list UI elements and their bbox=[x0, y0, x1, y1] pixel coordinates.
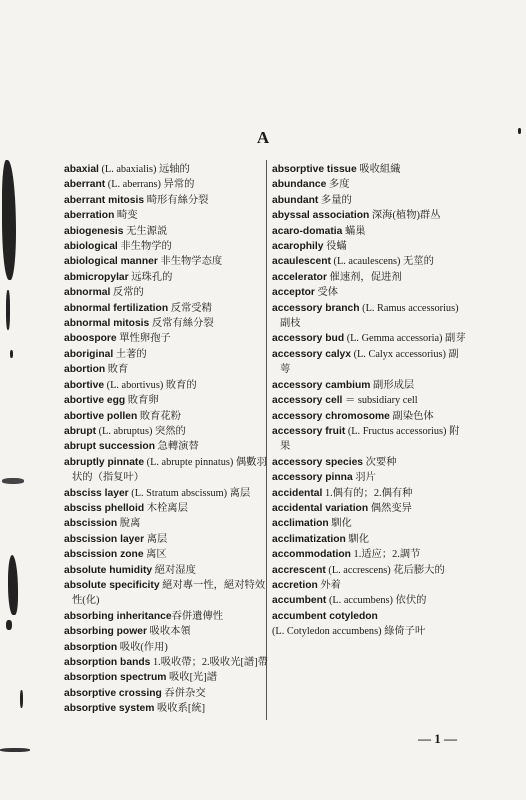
entry-definition: (L. Gemma accessoria) 副芽 bbox=[344, 333, 466, 345]
dictionary-entry bbox=[64, 316, 272, 331]
dictionary-entry bbox=[272, 285, 468, 300]
entry-headword: absciss layer bbox=[64, 487, 129, 499]
scan-smudge bbox=[2, 478, 24, 484]
section-letter: A bbox=[256, 128, 270, 147]
dictionary-entry bbox=[272, 254, 468, 269]
entry-headword: abnormal mitosis bbox=[64, 318, 150, 330]
entry-definition: 吸收[光]譜 bbox=[166, 672, 218, 684]
dictionary-entry bbox=[64, 239, 272, 254]
entry-headword: accessory calyx bbox=[272, 348, 352, 360]
entry-headword: aberrant bbox=[64, 179, 106, 191]
dictionary-entry bbox=[272, 331, 468, 346]
entry-definition: 偶然变异 bbox=[368, 502, 412, 514]
entry-headword: acaro-domatia bbox=[272, 225, 343, 237]
scan-smudge bbox=[10, 350, 13, 358]
entry-headword: accidental variation bbox=[272, 502, 369, 514]
entry-definition: (L. Calyx accessorius) 副萼 bbox=[280, 348, 459, 376]
entry-definition: 次要种 bbox=[363, 456, 397, 468]
scan-smudge bbox=[6, 620, 12, 630]
entry-definition: 非生物学态度 bbox=[157, 256, 223, 268]
dictionary-entry bbox=[64, 362, 272, 377]
entry-headword: acceptor bbox=[272, 287, 315, 299]
dictionary-entry bbox=[64, 208, 272, 223]
dictionary-entry bbox=[64, 501, 272, 516]
dictionary-entry bbox=[272, 177, 468, 192]
entry-definition: 役蟎 bbox=[323, 241, 347, 253]
entry-definition: 吞併遺傳性 bbox=[171, 610, 224, 622]
entry-definition: 羽片 bbox=[352, 472, 376, 484]
entry-definition: (L. Cotyledon accumbens) 綠倚子叶 bbox=[272, 626, 426, 638]
dictionary-entry bbox=[64, 301, 272, 316]
entry-headword: acarophily bbox=[272, 241, 324, 253]
entry-definition: 馴化 bbox=[328, 518, 352, 530]
dictionary-entry bbox=[272, 609, 468, 624]
dictionary-entry bbox=[64, 516, 272, 531]
dictionary-entry bbox=[272, 624, 468, 639]
entry-headword: abmicropylar bbox=[64, 271, 129, 283]
entry-headword: acaulescent bbox=[272, 256, 331, 268]
dictionary-entry bbox=[64, 547, 272, 562]
entry-definition: 深海(植物)群丛 bbox=[369, 210, 441, 222]
entry-headword: abyssal association bbox=[272, 210, 370, 222]
entry-headword: aboospore bbox=[64, 333, 117, 345]
dictionary-entry bbox=[64, 254, 272, 269]
dictionary-entry bbox=[64, 162, 272, 177]
dictionary-entry bbox=[272, 563, 468, 578]
entry-definition: 反常有絲分裂 bbox=[149, 318, 214, 330]
entry-definition: 副形成层 bbox=[370, 379, 415, 391]
dictionary-entry bbox=[64, 331, 272, 346]
entry-headword: absorbing power bbox=[64, 626, 147, 638]
dictionary-entry bbox=[272, 455, 468, 470]
entry-definition: 1.偶有的；2.偶有种 bbox=[322, 487, 413, 499]
entry-headword: absorptive tissue bbox=[272, 164, 357, 175]
dictionary-entry bbox=[272, 393, 468, 408]
entry-headword: accidental bbox=[272, 487, 323, 499]
entry-headword: absorption spectrum bbox=[64, 672, 167, 684]
entry-headword: absorbing inheritance bbox=[64, 610, 172, 622]
dictionary-entry bbox=[64, 624, 272, 639]
entry-headword: abruptly pinnate bbox=[64, 456, 145, 468]
entry-definition: 絕对專一性，絕对特效性(化) bbox=[72, 579, 266, 607]
entry-definition: (L. abaxialis) 远轴的 bbox=[98, 164, 190, 175]
dictionary-entry bbox=[64, 655, 272, 670]
dictionary-entry bbox=[64, 439, 272, 454]
entry-headword: abnormal bbox=[64, 287, 111, 299]
dictionary-entry bbox=[64, 640, 272, 655]
dictionary-entry bbox=[272, 578, 468, 593]
entry-definition: 无生源説 bbox=[123, 225, 168, 237]
entry-headword: abrupt bbox=[64, 425, 97, 437]
entry-definition: ＝ subsidiary cell bbox=[342, 395, 418, 407]
entry-definition: 远珠孔的 bbox=[128, 271, 173, 283]
entry-headword: abiogenesis bbox=[64, 225, 124, 237]
entry-definition: 蟎巢 bbox=[342, 225, 366, 237]
entry-definition: 反常的 bbox=[110, 287, 144, 299]
entry-definition: 畸形有絲分裂 bbox=[144, 194, 209, 206]
entry-headword: acclimation bbox=[272, 518, 329, 530]
entry-headword: absolute humidity bbox=[64, 564, 153, 576]
dictionary-entry bbox=[272, 193, 468, 208]
right-column bbox=[272, 162, 468, 640]
entry-definition: 1.吸收帶；2.吸收光[譜]帶 bbox=[150, 657, 268, 668]
dictionary-entry bbox=[64, 409, 272, 424]
left-column bbox=[64, 162, 272, 717]
entry-definition: (L. Ramus accessorius) 副枝 bbox=[280, 302, 459, 330]
entry-definition: 外着 bbox=[317, 579, 341, 591]
entry-headword: abaxial bbox=[64, 164, 99, 175]
entry-headword: absorptive system bbox=[64, 703, 155, 715]
dictionary-entry bbox=[272, 239, 468, 254]
entry-definition: (L. acaulescens) 无莖的 bbox=[330, 256, 434, 268]
scan-smudge bbox=[2, 160, 16, 280]
entry-definition: 多度 bbox=[326, 179, 350, 191]
dictionary-entry bbox=[64, 224, 272, 239]
entry-headword: abscission layer bbox=[64, 533, 145, 545]
entry-definition: 土著的 bbox=[113, 348, 147, 360]
dictionary-entry bbox=[272, 501, 468, 516]
entry-headword: abortive pollen bbox=[64, 410, 138, 422]
entry-definition: 單性卵孢子 bbox=[116, 333, 171, 345]
entry-headword: accommodation bbox=[272, 549, 351, 561]
entry-definition: (L. accumbens) 依伏的 bbox=[326, 595, 427, 607]
entry-definition: 馴化 bbox=[345, 533, 369, 545]
entry-definition: 多量的 bbox=[318, 194, 352, 206]
entry-headword: accumbent bbox=[272, 595, 327, 607]
dictionary-entry bbox=[272, 270, 468, 285]
entry-headword: aboriginal bbox=[64, 348, 114, 360]
entry-definition: 吸收系[統] bbox=[154, 703, 206, 715]
entry-headword: accessory pinna bbox=[272, 472, 353, 484]
entry-definition: 吸收(作用) bbox=[117, 641, 168, 653]
entry-headword: absorptive crossing bbox=[64, 687, 162, 699]
dictionary-entry bbox=[64, 347, 272, 362]
entry-headword: acclimatization bbox=[272, 533, 346, 545]
entry-headword: abscission zone bbox=[64, 549, 144, 561]
dictionary-entry bbox=[272, 208, 468, 223]
dictionary-entry bbox=[64, 686, 272, 701]
dictionary-entry bbox=[272, 162, 468, 177]
entry-headword: abnormal fertilization bbox=[64, 302, 169, 314]
dictionary-entry bbox=[272, 347, 468, 378]
entry-definition: 非生物学的 bbox=[117, 241, 172, 253]
entry-headword: accessory bud bbox=[272, 333, 345, 345]
entry-headword: accessory species bbox=[272, 456, 364, 468]
entry-definition: 急轉演替 bbox=[154, 441, 199, 453]
dictionary-entry bbox=[64, 177, 272, 192]
entry-headword: abscission bbox=[64, 518, 118, 530]
entry-definition: (L. accrescens) 花后膨大的 bbox=[325, 564, 445, 576]
dictionary-entry bbox=[272, 516, 468, 531]
entry-headword: abundance bbox=[272, 179, 327, 191]
entry-definition: 敗育花粉 bbox=[137, 410, 182, 422]
dictionary-entry bbox=[64, 424, 272, 439]
entry-headword: accessory chromosome bbox=[272, 410, 390, 422]
entry-headword: absorption bands bbox=[64, 657, 151, 668]
entry-definition: (L. abrupte pinnatus) 偶數羽状的（指复叶） bbox=[72, 456, 267, 484]
scan-smudge bbox=[6, 290, 10, 330]
dictionary-entry bbox=[64, 486, 272, 501]
entry-definition: (L. Stratum abscissum) 离层 bbox=[128, 487, 251, 499]
entry-headword: accrescent bbox=[272, 564, 326, 576]
dictionary-entry bbox=[64, 193, 272, 208]
dictionary-entry bbox=[272, 424, 468, 455]
dictionary-entry bbox=[64, 270, 272, 285]
entry-headword: abrupt succession bbox=[64, 441, 155, 453]
entry-headword: abortive egg bbox=[64, 395, 126, 407]
entry-definition: (L. abruptus) 突然的 bbox=[96, 425, 186, 437]
entry-headword: accretion bbox=[272, 579, 318, 591]
dictionary-entry bbox=[64, 532, 272, 547]
dictionary-entry bbox=[272, 486, 468, 501]
dictionary-entry bbox=[272, 224, 468, 239]
entry-headword: abundant bbox=[272, 194, 319, 206]
dictionary-entry bbox=[64, 393, 272, 408]
dictionary-entry bbox=[64, 563, 272, 578]
entry-headword: absorption bbox=[64, 641, 118, 653]
entry-headword: accessory branch bbox=[272, 302, 360, 314]
entry-definition: (L. Fructus accessorius) 附果 bbox=[280, 425, 460, 453]
entry-definition: 受体 bbox=[314, 287, 339, 299]
entry-definition: 离层 bbox=[144, 533, 168, 545]
entry-headword: abiological bbox=[64, 241, 118, 253]
entry-definition: (L. aberrans) 异常的 bbox=[105, 179, 195, 191]
entry-headword: absolute specificity bbox=[64, 579, 160, 591]
entry-definition: 吸收本領 bbox=[146, 626, 191, 638]
dictionary-entry bbox=[64, 285, 272, 300]
entry-definition: 絕对湿度 bbox=[152, 564, 196, 576]
entry-definition: 副染色体 bbox=[389, 410, 434, 422]
dictionary-entry bbox=[64, 670, 272, 685]
entry-headword: accessory cambium bbox=[272, 379, 371, 391]
entry-definition: 敗育 bbox=[105, 364, 129, 376]
dictionary-entry bbox=[272, 378, 468, 393]
entry-definition: 吸收組織 bbox=[356, 164, 401, 175]
entry-headword: accessory fruit bbox=[272, 425, 346, 437]
dictionary-entry bbox=[64, 378, 272, 393]
entry-headword: aberrant mitosis bbox=[64, 194, 145, 206]
entry-definition: 1.适应；2.調节 bbox=[350, 549, 421, 561]
entry-definition: 催速剂，促进剂 bbox=[326, 271, 402, 283]
dictionary-entry bbox=[272, 547, 468, 562]
dictionary-entry bbox=[272, 301, 468, 332]
entry-definition: 脫离 bbox=[117, 518, 141, 530]
entry-definition: 反常受精 bbox=[168, 302, 212, 314]
entry-definition: (L. abortivus) 敗育的 bbox=[104, 379, 197, 391]
scan-smudge bbox=[20, 690, 23, 708]
entry-headword: absciss phelloid bbox=[64, 502, 145, 514]
dictionary-entry bbox=[272, 470, 468, 485]
entry-headword: abortion bbox=[64, 364, 106, 376]
entry-definition: 离区 bbox=[143, 549, 167, 561]
entry-definition: 敗育卵 bbox=[125, 395, 159, 407]
page-number: — 1 — bbox=[418, 731, 457, 746]
scan-smudge bbox=[0, 748, 30, 752]
entry-headword: accumbent cotyledon bbox=[272, 610, 378, 622]
entry-headword: accessory cell bbox=[272, 395, 343, 407]
entry-definition: 木栓离层 bbox=[144, 502, 188, 514]
dictionary-entry bbox=[64, 578, 272, 609]
entry-headword: aberration bbox=[64, 210, 115, 222]
entry-headword: abiological manner bbox=[64, 256, 158, 268]
dictionary-entry bbox=[272, 593, 468, 608]
dictionary-entry bbox=[272, 532, 468, 547]
entry-definition: 畸变 bbox=[114, 210, 138, 222]
dictionary-entry bbox=[64, 609, 272, 624]
dictionary-entry bbox=[64, 701, 272, 716]
entry-definition: 吞併杂交 bbox=[161, 687, 206, 699]
entry-headword: accelerator bbox=[272, 271, 327, 283]
scan-smudge bbox=[8, 555, 18, 615]
dictionary-entry bbox=[64, 455, 272, 486]
dictionary-entry bbox=[272, 409, 468, 424]
entry-headword: abortive bbox=[64, 379, 105, 391]
